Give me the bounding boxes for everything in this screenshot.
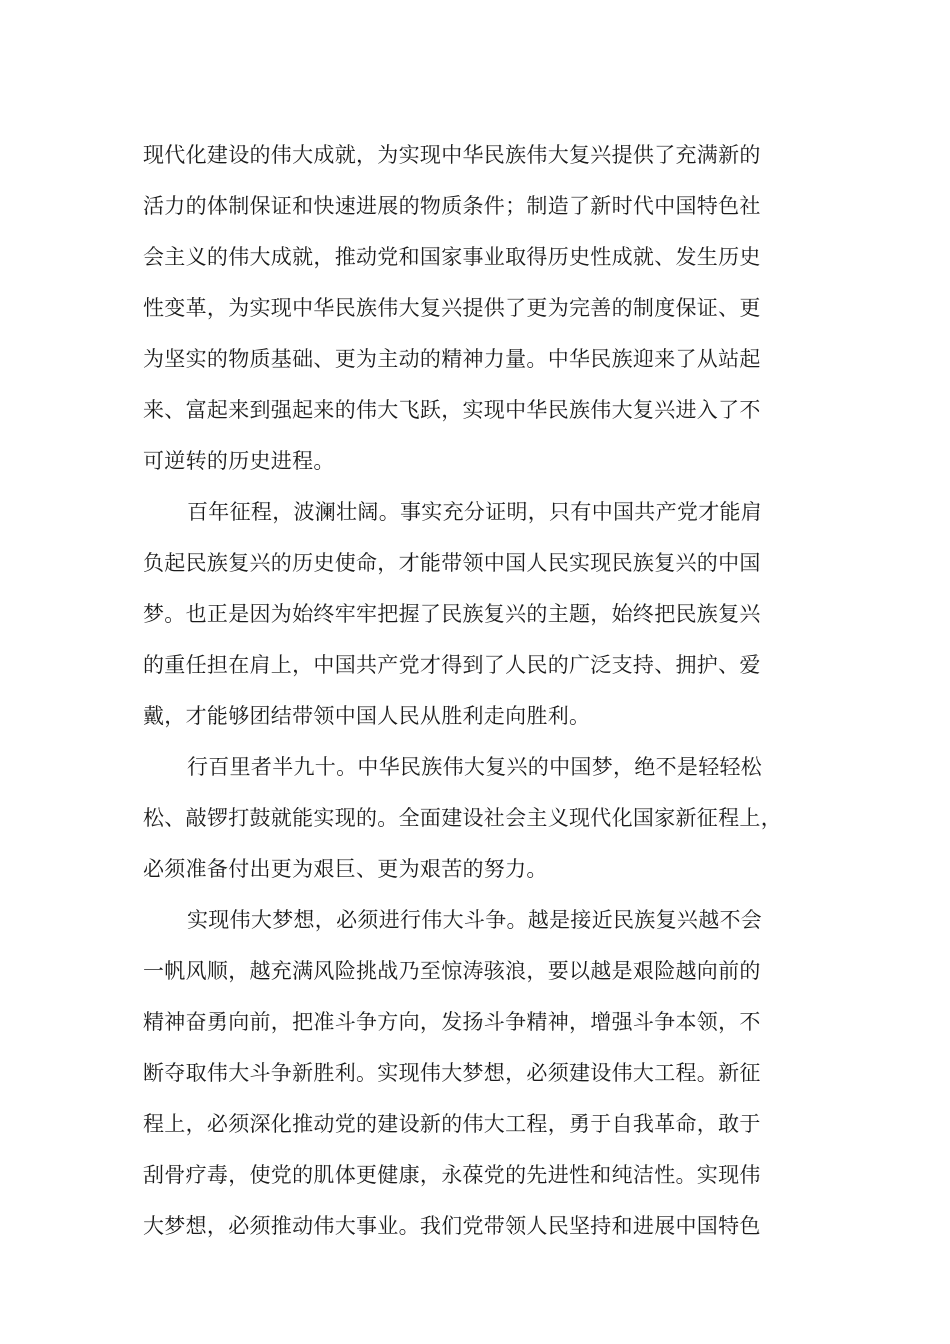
text-line: 断夺取伟大斗争新胜利。实现伟大梦想，必须建设伟大工程。新征: [143, 1061, 761, 1085]
paragraph-start-line: 百年征程，波澜壮阔。事实充分证明，只有中国共产党才能肩: [187, 500, 763, 524]
text-line: 程上，必须深化推动党的建设新的伟大工程，勇于自我革命，敢于: [143, 1112, 761, 1136]
text-line: 现代化建设的伟大成就，为实现中华民族伟大复兴提供了充满新的: [143, 143, 761, 167]
text-line: 一帆风顺，越充满风险挑战乃至惊涛骇浪，要以越是艰险越向前的: [143, 959, 761, 983]
text-line: 松、敲锣打鼓就能实现的。全面建设社会主义现代化国家新征程上，: [143, 806, 782, 830]
text-line: 会主义的伟大成就，推动党和国家事业取得历史性成就、发生历史: [143, 245, 761, 269]
text-line: 来、富起来到强起来的伟大飞跃，实现中华民族伟大复兴进入了不: [143, 398, 761, 422]
paragraph-start-line: 行百里者半九十。中华民族伟大复兴的中国梦，绝不是轻轻松: [187, 755, 763, 779]
text-line: 必须准备付出更为艰巨、更为艰苦的努力。: [143, 857, 548, 881]
text-line: 性变革，为实现中华民族伟大复兴提供了更为完善的制度保证、更: [143, 296, 761, 320]
text-line: 戴，才能够团结带领中国人民从胜利走向胜利。: [143, 704, 591, 728]
text-line: 精神奋勇向前，把准斗争方向，发扬斗争精神，增强斗争本领，不: [143, 1010, 761, 1034]
text-line: 大梦想，必须推动伟大事业。我们党带领人民坚持和进展中国特色: [143, 1214, 761, 1238]
text-line: 活力的体制保证和快速进展的物质条件；制造了新时代中国特色社: [143, 194, 761, 218]
text-line: 可逆转的历史进程。: [143, 449, 335, 473]
text-line: 为坚实的物质基础、更为主动的精神力量。中华民族迎来了从站起: [143, 347, 761, 371]
text-line: 负起民族复兴的历史使命，才能带领中国人民实现民族复兴的中国: [143, 551, 761, 575]
document-body: [143, 130, 807, 1252]
paragraph-start-line: 实现伟大梦想，必须进行伟大斗争。越是接近民族复兴越不会: [187, 908, 763, 932]
text-line: 刮骨疗毒，使党的肌体更健康，永葆党的先进性和纯洁性。实现伟: [143, 1163, 761, 1187]
text-line: 梦。也正是因为始终牢牢把握了民族复兴的主题，始终把民族复兴: [143, 602, 761, 626]
text-line: 的重任担在肩上，中国共产党才得到了人民的广泛支持、拥护、爱: [143, 653, 761, 677]
